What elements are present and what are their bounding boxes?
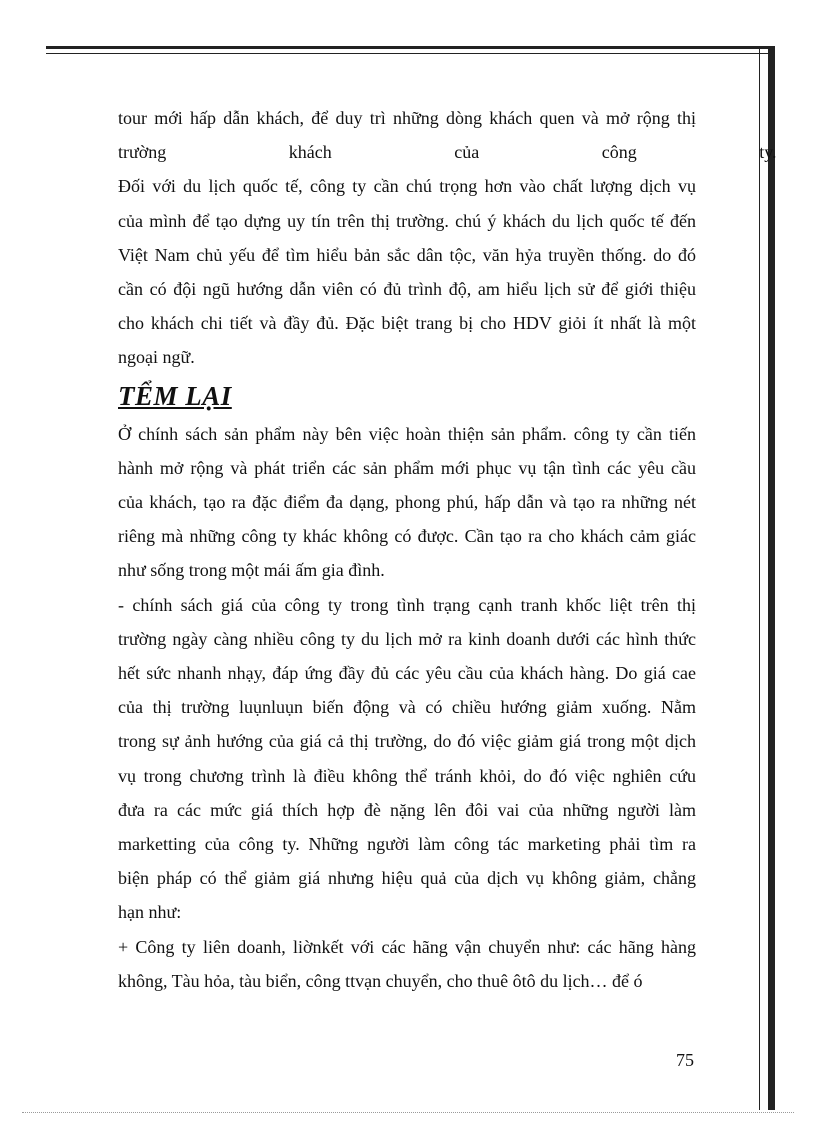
bottom-divider — [22, 1112, 794, 1113]
text-line: Việt Nam chủ yếu để tìm hiểu bản sắc dân tộc, văn hỷa truyền thống. do đó — [118, 244, 696, 265]
document-body — [118, 101, 777, 998]
text-line: biện pháp có thể giảm giá nhưng hiệu quả của dịch vụ không giảm, chẳng — [118, 868, 696, 889]
text-line: trường ngày càng nhiều công ty du lịch mở ra kinh doanh dưới các hình thức — [118, 628, 696, 649]
text-line: hạn như: — [118, 902, 182, 923]
text-line: của mình để tạo dựng uy tín trên thị trường. chú ý khách du lịch quốc tế đến — [118, 210, 696, 231]
section-heading: TỂM LẠI — [118, 380, 232, 411]
text-line: Ở chính sách sản phẩm này bên việc hoàn thiện sản phẩm. công ty cần tiến — [118, 423, 696, 444]
text-line: hết sức nhanh nhạy, đáp ứng đầy đủ các yêu cầu của khách hàng. Do giá cae — [118, 663, 696, 684]
text-line: không, Tàu hỏa, tàu biển, công ttvạn chuyển, cho thuê ôtô du lịch… để ó — [118, 970, 643, 991]
text-line: cho khách chi tiết và đầy đủ. Đặc biệt trang bị cho HDV giỏi ít nhất là một — [118, 313, 696, 334]
text-line: vụ trong chương trình là điều không thể tránh khỏi, do đó việc nghiên cứu — [118, 765, 696, 786]
text-line: trường khách của công ty. — [118, 142, 777, 163]
text-line: như sống trong một mái ấm gia đình. — [118, 560, 385, 581]
text-line: + Công ty liên doanh, liờnkết với các hãng vận chuyển như: các hãng hàng — [118, 936, 696, 957]
page-number: 75 — [676, 1050, 694, 1070]
text-line: ngoại ngữ. — [118, 347, 195, 368]
text-line: Đối với du lịch quốc tế, công ty cần chú trọng hơn vào chất lượng dịch vụ — [118, 176, 696, 197]
text-line: đưa ra các mức giá thích hợp đè nặng lên đôi vai của những người làm — [118, 799, 696, 820]
text-line: marketting của công ty. Những người làm công tác marketing phải tìm ra — [118, 834, 696, 855]
paragraph-1 — [118, 101, 777, 375]
text-line: tour mới hấp dẫn khách, để duy trì những dòng khách quen và mở rộng thị — [118, 108, 696, 128]
text-line: của thị trường luụnluụn biến động và có chiều hướng giảm xuống. Nằm — [118, 697, 696, 718]
paragraph-2 — [118, 417, 696, 998]
text-line: cần có đội ngũ hướng dẫn viên có đủ trình độ, am hiểu lịch sử để giới thiệu — [118, 279, 696, 300]
text-line: của khách, tạo ra đặc điểm đa dạng, phong phú, hấp dẫn và tạo ra những nét — [118, 492, 696, 513]
text-line: - chính sách giá của công ty trong tình trạng cạnh tranh khốc liệt trên thị — [118, 594, 696, 615]
text-line: hành mở rộng và phát triển các sản phẩm mới phục vụ tận tình các yêu cầu — [118, 457, 696, 478]
text-line: trong sự ảnh hướng của giá cả thị trường, do đó việc giảm giá trong một dịch — [118, 731, 696, 752]
text-line: riêng mà những công ty khác không có được. Cần tạo ra cho khách cảm giác — [118, 526, 696, 547]
